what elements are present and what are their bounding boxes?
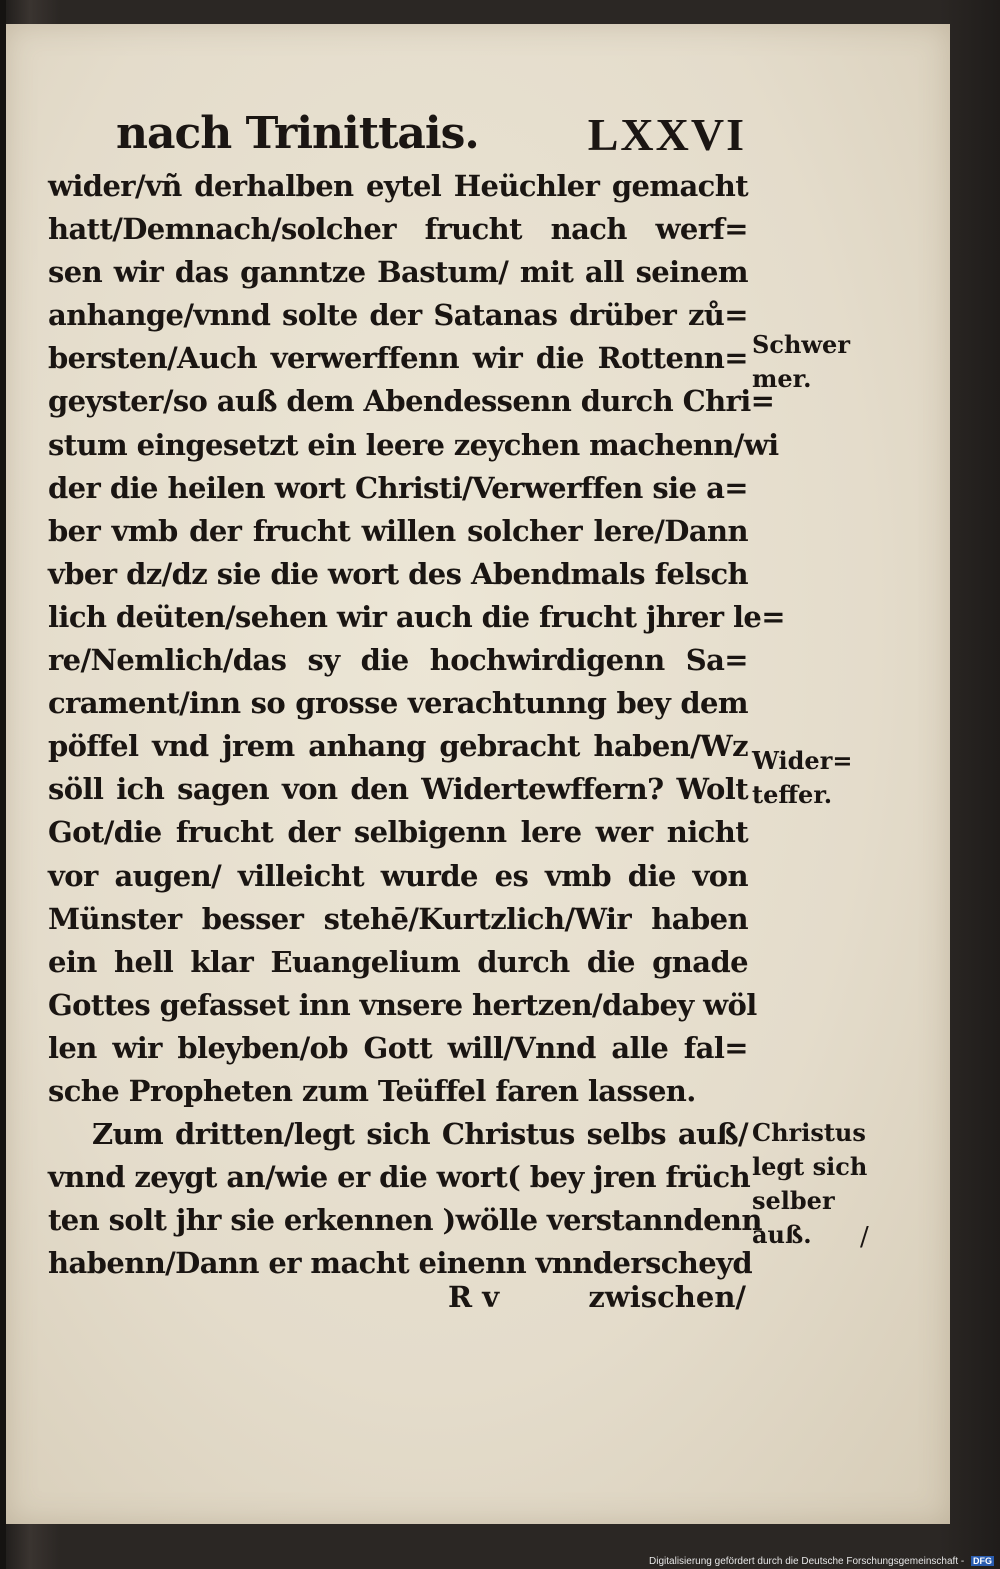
page-header [116, 108, 746, 168]
text-line: ein hell klar Euangelium durch die gnade [48, 944, 748, 979]
text-line: söll ich sagen von den Widertewffern? Wolt [48, 772, 748, 807]
page-footer [48, 1276, 748, 1319]
marginal-note-line: teffer. [752, 780, 833, 809]
text-line: sen wir das ganntze Bastum/ mit all seinem [48, 255, 748, 290]
marginal-note-line: Schwer [752, 330, 850, 359]
text-line: len wir bleyben/ob Gott will/Vnnd alle fal= [48, 1030, 748, 1065]
text-line: geyster/so auß dem Abendessenn durch Chri= [48, 384, 775, 419]
folio-number: LXXVI [587, 109, 746, 160]
text-line: lich deüten/sehen wir auch die frucht jhrer le= [48, 599, 785, 634]
text-line: sche Propheten zum Teüffel faren lassen. [48, 1073, 696, 1108]
text-line: der die heilen wort Christi/Verwerffen sie a= [48, 470, 748, 505]
running-head: nach Trinittais. [116, 108, 479, 159]
text-line: bersten/Auch verwerffenn wir die Rottenn= [48, 341, 748, 376]
marginal-note-schwermer [752, 328, 882, 396]
text-line: vnnd zeygt an/wie er die wort( bey jren früch [48, 1160, 751, 1195]
text-line: re/Nemlich/das sy die hochwirdigenn Sa= [48, 643, 748, 678]
text-line: vor augen/ villeicht wurde es vmb die von [48, 858, 748, 893]
marginal-note-line: Christus [752, 1118, 866, 1147]
marginal-note-line: mer. [752, 364, 812, 393]
text-line: Zum dritten/legt sich Christus selbs auß/ [92, 1117, 748, 1152]
text-line: wider/vñ derhalben eytel Heüchler gemacht [48, 169, 748, 203]
marginal-note-line: Wider= [752, 746, 853, 775]
credit-text: Digitalisierung gefördert durch die Deutsche Forschungsgemeinschaft - [649, 1556, 965, 1567]
text-line: ber vmb der frucht willen solcher lere/Dann [48, 513, 748, 548]
text-line: stum eingesetzt ein leere zeychen machenn/wi [48, 427, 779, 462]
dfg-logo-icon: DFG [973, 1556, 992, 1566]
marginal-note-line: selber [752, 1186, 835, 1215]
stray-ink-mark: / [860, 1222, 869, 1252]
text-line: hatt/Demnach/solcher frucht nach werf= [48, 212, 748, 247]
marginal-note-line: auß. [752, 1220, 812, 1249]
text-line: pöffel vnd jrem anhang gebracht haben/Wz [48, 729, 748, 764]
text-line: vber dz/dz sie die wort des Abendmals felsch [48, 556, 748, 591]
text-line: Münster besser stehē/Kurtzlich/Wir haben [48, 901, 748, 936]
catchword: zwischen/ [588, 1280, 746, 1314]
text-line: habenn/Dann er macht einenn vnnderscheyd [48, 1246, 753, 1281]
marginal-note-line: legt sich [752, 1152, 868, 1181]
marginal-note-widertaeufer [752, 744, 882, 812]
text-line: Got/die frucht der selbigenn lere wer nicht [48, 815, 748, 850]
signature-mark: R v [448, 1280, 500, 1314]
text-line: Gottes gefasset inn vnsere hertzen/dabey wöl [48, 987, 757, 1022]
digitization-credit [649, 1556, 994, 1567]
text-line: anhange/vnnd solte der Satanas drüber zů= [48, 298, 748, 333]
text-line: ten solt jhr sie erkennen )wölle verstanndenn [48, 1203, 762, 1238]
text-line: crament/inn so grosse verachtunng bey dem [48, 686, 748, 721]
